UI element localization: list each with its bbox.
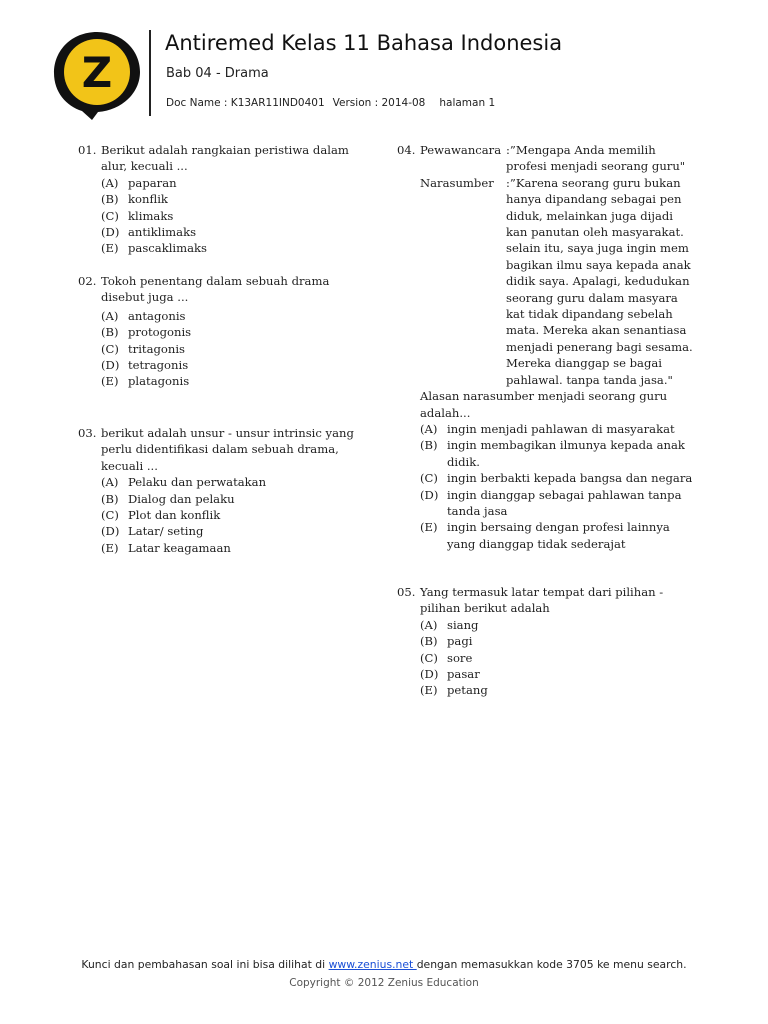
option-d [420,487,697,520]
speaker-line: :”Karena seorang guru bukan hanya dipandang sebagai pen diduk, melainkan juga dijadi kan panutan oleh masyarakat. selain itu, saya juga ingin mem bagikan ilmu saya kepada anak didik saya. Apalagi, kedudukan seorang guru dalam masyara kat tidak dipandang sebelah mata. Mereka akan senantiasa menjadi penerang bagi sesama. Mereka dianggap se bagai pahlawal. tanpa tanda jasa." [506,175,693,387]
option-c [101,341,363,357]
option-e [101,240,363,256]
option-label: (E) [101,241,119,256]
document-title: Antiremed Kelas 11 Bahasa Indonesia [165,31,563,55]
footer-note [0,958,768,971]
option-text: siang [447,617,479,632]
question-stem: Tokoh penentang dalam sebuah drama disebut juga ... [101,274,330,305]
footer-text-after: dengan memasukkan kode 3705 ke menu search. [416,958,687,971]
question-03 [78,425,363,556]
option-text: Latar keagamaan [128,540,231,555]
option-text: antagonis [128,308,186,323]
option-d [101,523,363,539]
option-label: (E) [420,683,438,698]
option-e [101,540,363,556]
option-text: Dialog dan pelaku [128,491,235,506]
option-b [101,324,363,340]
option-text: ingin bersaing dengan profesi lainnya yang dianggap tidak sederajat [447,520,670,551]
option-text: petang [447,683,488,698]
zenius-logo [52,30,142,122]
question-stem: Yang termasuk latar tempat dari pilihan - pilihan berikut adalah [420,585,664,616]
zenius-logo-icon [52,30,142,122]
option-label: (D) [101,358,120,373]
option-e [420,519,697,552]
chapter-subtitle: Bab 04 - Drama [166,66,269,81]
question-number: 03. [78,426,97,440]
option-a [420,421,697,437]
option-label: (C) [420,650,438,665]
option-label: (A) [101,308,119,323]
option-label: (D) [420,667,439,682]
dialogue-line-source [420,175,697,388]
option-text: antiklimaks [128,225,197,240]
question-04 [397,142,697,552]
option-a [101,308,363,324]
option-b [420,633,697,649]
option-b [101,491,363,507]
option-e [420,682,697,698]
option-text: Plot dan konflik [128,508,221,523]
interview-dialogue [420,142,697,388]
option-text: Pelaku dan perwatakan [128,475,267,490]
option-d [101,357,363,373]
option-text: konflik [128,192,168,207]
logo-letter: Z [81,48,113,97]
option-label: (B) [101,491,119,506]
option-b [420,437,697,470]
speaker-line: :”Mengapa Anda memilih profesi menjadi seorang guru" [506,143,686,174]
question-stem: Berikut adalah rangkaian peristiwa dalam alur, kecuali ... [101,143,349,174]
option-label: (D) [420,487,439,502]
option-text: protogonis [128,325,192,340]
option-c [420,470,697,486]
option-text: pagi [447,634,473,649]
option-e [101,373,363,389]
option-text: Latar/ seting [128,524,204,539]
option-label: (E) [420,520,438,535]
option-text: sore [447,650,473,665]
option-label: (D) [101,524,120,539]
question-02 [78,273,363,390]
option-label: (B) [420,438,438,453]
option-d [420,666,697,682]
copyright: Copyright © 2012 Zenius Education [289,977,479,989]
option-label: (C) [101,341,119,356]
option-text: ingin menjadi pahlawan di masyarakat [447,421,675,436]
page-number: halaman 1 [439,97,496,109]
option-label: (B) [101,192,119,207]
doc-version: Version : 2014-08 [332,97,426,109]
speaker-name: Narasumber [420,175,494,190]
question-number: 01. [78,143,97,157]
option-label: (A) [420,421,438,436]
option-text: tetragonis [128,358,189,373]
question-stem: berikut adalah unsur - unsur intrinsic yang perlu didentifikasi dalam sebuah drama, kecuali ... [101,426,354,473]
option-label: (B) [420,634,438,649]
footer-text-before: Kunci dan pembahasan soal ini bisa dilihat di [81,958,329,971]
question-01 [78,142,363,257]
question-number: 04. [397,143,416,157]
dialogue-line-interviewer [420,142,697,175]
option-text: ingin dianggap sebagai pahlawan tanpa tanda jasa [447,487,682,518]
option-c [101,507,363,523]
option-label: (E) [101,374,119,389]
header-divider [149,30,151,116]
option-b [101,191,363,207]
option-label: (C) [420,471,438,486]
option-a [101,175,363,191]
option-label: (A) [101,175,119,190]
question-05 [397,584,697,699]
option-text: klimaks [128,208,174,223]
doc-name: Doc Name : K13AR11IND0401 [166,97,325,109]
question-number: 05. [397,585,416,599]
option-text: platagonis [128,374,190,389]
option-c [420,650,697,666]
question-number: 02. [78,274,97,288]
option-label: (C) [101,208,119,223]
option-label: (A) [101,475,119,490]
option-text: tritagonis [128,341,186,356]
option-label: (B) [101,325,119,340]
option-a [101,474,363,490]
option-text: pascaklimaks [128,241,208,256]
option-c [101,208,363,224]
question-stem: Alasan narasumber menjadi seorang guru adalah... [420,389,668,420]
option-label: (A) [420,617,438,632]
option-text: pasar [447,667,480,682]
option-text: paparan [128,175,177,190]
option-label: (C) [101,508,119,523]
option-label: (E) [101,540,119,555]
option-text: ingin berbakti kepada bangsa dan negara [447,471,693,486]
option-text: ingin membagikan ilmunya kepada anak didik. [447,438,685,469]
option-a [420,617,697,633]
option-label: (D) [101,225,120,240]
zenius-link[interactable]: www.zenius.net [328,958,417,971]
speaker-name: Pewawancara [420,143,502,157]
option-d [101,224,363,240]
document-meta [166,97,503,109]
